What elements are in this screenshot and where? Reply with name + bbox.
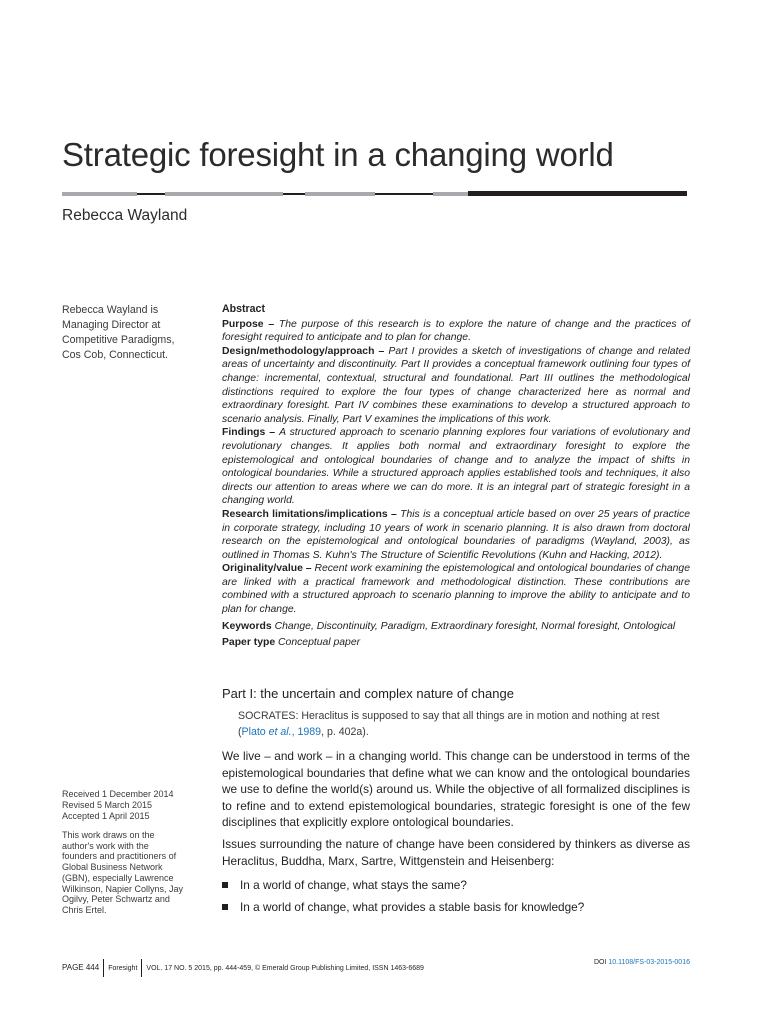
body-paragraph-1: We live – and work – in a changing world. This change can be understood in terms of the epistemological boundaries that define what we can know and the ontological boundaries we use to define the world(s) around us. While the objective of all formalized disciplines is to refine and to extend epistemological boundaries, strategic foresight is one of the few disciplines that explicitly explore ontological boundaries. xyxy=(222,749,690,830)
abstract-research-limitations: Research limitations/implications – This is a conceptual article based on over 25 years of practice in corporate strategy, including 10 years of work in scenario planning. It is also drawn from doctoral research on the epistemological and ontological boundaries of paradigms (Wayland, 2003), as outlined in Thomas S. Kuhn's The Structure of Scientific Revolutions (Kuhn and Hacking, 2012). xyxy=(222,508,690,561)
abstract-paper-type: Paper type Conceptual paper xyxy=(222,637,361,649)
acknowledgement-note: This work draws on the author's work with the founders and practitioners of Global Business Network (GBN), especially Lawrence Wilkinson, Napier Collyns, Jay Ogilvy, Peter Schwartz and Chris Ertel. xyxy=(62,830,184,915)
doi-label: DOI xyxy=(593,959,607,966)
bullet-square-icon xyxy=(222,882,228,888)
page-number: PAGE 444 xyxy=(62,963,100,972)
title-rule-decoration xyxy=(62,191,687,197)
abstract-originality: Originality/value – Recent work examining the epistemological and ontological boundaries of change are linked with a practical framework and methodological distinction. These contributions are combined with a structured approach to scenario planning to improve the ability to anticipate and to plan for change. xyxy=(222,563,690,616)
bullet-square-icon xyxy=(222,904,228,910)
abstract-keywords: Keywords Change, Discontinuity, Paradigm, Extraordinary foresight, Normal foresight, Ontological xyxy=(222,620,676,632)
abstract-design: Design/methodology/approach – Part I provides a sketch of investigations of change and related areas of uncertainty and discontinuity. Part II provides a conceptual framework outlining four types of change: incremental, contextual, structural and foundational. Part III outlines the methodological distinctions required to explore the four types of change characterized here as normal and extraordinary foresight. Part IV combines these examinations to develop a structured approach to scenario analysis. Finally, Part V examines the implications of this work. xyxy=(222,345,690,425)
abstract-heading: Abstract xyxy=(222,303,265,315)
accepted-date: Accepted 1 April 2015 xyxy=(62,811,150,822)
journal-name: Foresight xyxy=(108,965,138,972)
doi-link[interactable]: 10.1108/FS-03-2015-0016 xyxy=(608,959,690,966)
page-footer xyxy=(62,956,690,970)
section-heading: Part I: the uncertain and complex nature of change xyxy=(222,686,514,701)
citation-link[interactable]: Plato et al., 1989 xyxy=(241,725,322,738)
author-affiliation: Rebecca Wayland is Managing Director at Competitive Paradigms, Cos Cob, Connecticut. xyxy=(62,304,175,361)
question-list xyxy=(222,877,690,921)
abstract-purpose: Purpose – The purpose of this research is to explore the nature of change and the practices of foresight required to anticipate and to plan for change. xyxy=(222,318,690,344)
revised-date: Revised 5 March 2015 xyxy=(62,800,153,811)
article-title: Strategic foresight in a changing world xyxy=(62,136,614,173)
body-paragraph-2: Issues surrounding the nature of change have been considered by thinkers as diverse as Heraclitus, Buddha, Marx, Sartre, Wittgenstein and Heisenberg: xyxy=(222,837,690,868)
citation-info: VOL. 17 NO. 5 2015, pp. 444-459, © Emerald Group Publishing Limited, ISSN 1463-6689 xyxy=(146,965,424,972)
list-item: In a world of change, what stays the same? xyxy=(222,877,690,893)
epigraph-quote: SOCRATES: Heraclitus is supposed to say that all things are in motion and nothing at rest (Plato et al., 1989, p. 402a). xyxy=(238,710,660,738)
abstract-findings: Findings – A structured approach to scenario planning explores four variations of evolutionary and revolutionary changes. It applies both normal and extraordinary foresight to explore the epistemological and ontological boundaries of change and to analyze the impact of shifts in ontological boundaries. While a structured approach applies established tools and techniques, it also directs our attention to areas where we can do more. It is an integral part of strategic foresight in a changing world. xyxy=(222,427,690,507)
received-date: Received 1 December 2014 xyxy=(62,789,174,799)
abstract xyxy=(222,303,690,650)
author-name: Rebecca Wayland xyxy=(62,207,188,224)
history-dates xyxy=(62,789,192,823)
list-item: In a world of change, what provides a stable basis for knowledge? xyxy=(222,899,690,915)
